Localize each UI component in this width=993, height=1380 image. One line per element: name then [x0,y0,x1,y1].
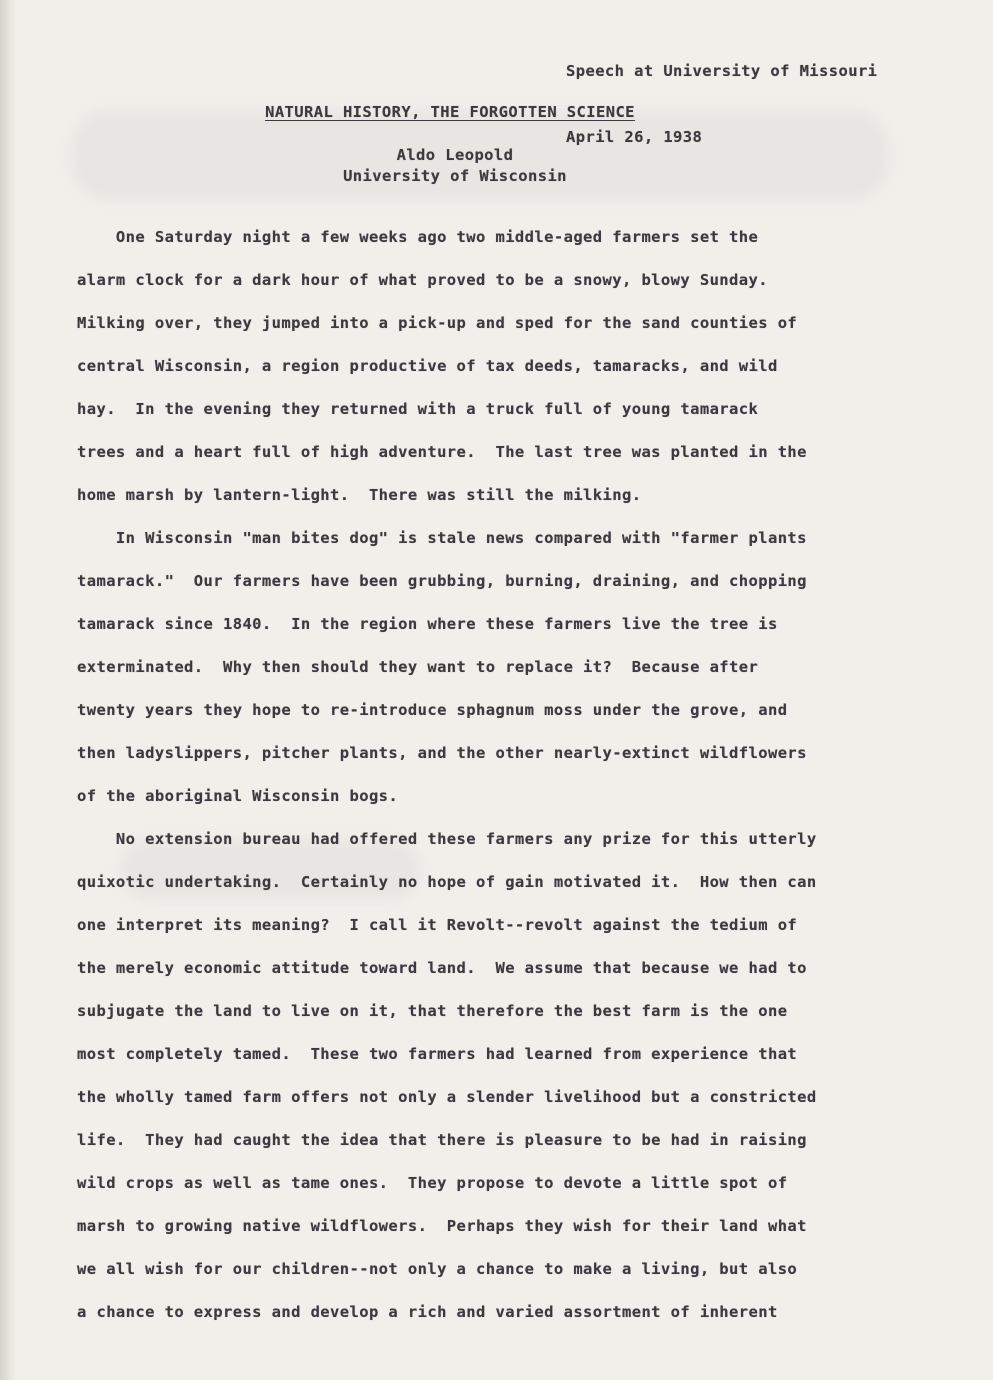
body-line: trees and a heart full of high adventure. The last tree was planted in the [77,443,807,461]
body-line: hay. In the evening they returned with a truck full of young tamarack [77,400,759,418]
body-line: alarm clock for a dark hour of what proved to be a snowy, blowy Sunday. [77,271,768,289]
body-line: One Saturday night a few weeks ago two middle-aged farmers set the [77,228,759,246]
body-line: twenty years they hope to re-introduce sphagnum moss under the grove, and [77,701,788,719]
show-through-blot [120,840,420,900]
author-name: Aldo Leopold [396,146,514,164]
body-line: wild crops as well as tame ones. They propose to devote a little spot of [77,1174,788,1192]
body-line: one interpret its meaning? I call it Revolt--revolt against the tedium of [77,916,798,934]
body-line: tamarack since 1840. In the region where these farmers live the tree is [77,615,778,633]
dateline-date: April 26, 1938 [566,128,703,146]
document-title: NATURAL HISTORY, THE FORGOTTEN SCIENCE [265,103,635,121]
body-line: central Wisconsin, a region productive of tax deeds, tamaracks, and wild [77,357,778,375]
body-line: subjugate the land to live on it, that therefore the best farm is the one [77,1002,788,1020]
body-line: home marsh by lantern-light. There was still the milking. [77,486,642,504]
page-spine-shadow [0,0,16,1380]
body-line: we all wish for our children--not only a chance to make a living, but also [77,1260,798,1278]
body-line: of the aboriginal Wisconsin bogs. [77,787,399,805]
body-line: the wholly tamed farm offers not only a slender livelihood but a constricted [77,1088,817,1106]
body-line: marsh to growing native wildflowers. Perhaps they wish for their land what [77,1217,807,1235]
dateline-venue: Speech at University of Missouri [566,62,878,80]
body-line: exterminated. Why then should they want to replace it? Because after [77,658,759,676]
body-line: No extension bureau had offered these farmers any prize for this utterly [77,830,817,848]
body-line: In Wisconsin "man bites dog" is stale news compared with "farmer plants [77,529,807,547]
body-line: then ladyslippers, pitcher plants, and the other nearly-extinct wildflowers [77,744,807,762]
body-line: quixotic undertaking. Certainly no hope of gain motivated it. How then can [77,873,817,891]
body-line: a chance to express and develop a rich and varied assortment of inherent [77,1303,778,1321]
author-affiliation: University of Wisconsin [343,167,567,185]
body-line: Milking over, they jumped into a pick-up and sped for the sand counties of [77,314,798,332]
body-line: life. They had caught the idea that there is pleasure to be had in raising [77,1131,807,1149]
body-line: the merely economic attitude toward land. We assume that because we had to [77,959,807,977]
body-line: most completely tamed. These two farmers had learned from experience that [77,1045,798,1063]
body-line: tamarack." Our farmers have been grubbing, burning, draining, and chopping [77,572,807,590]
